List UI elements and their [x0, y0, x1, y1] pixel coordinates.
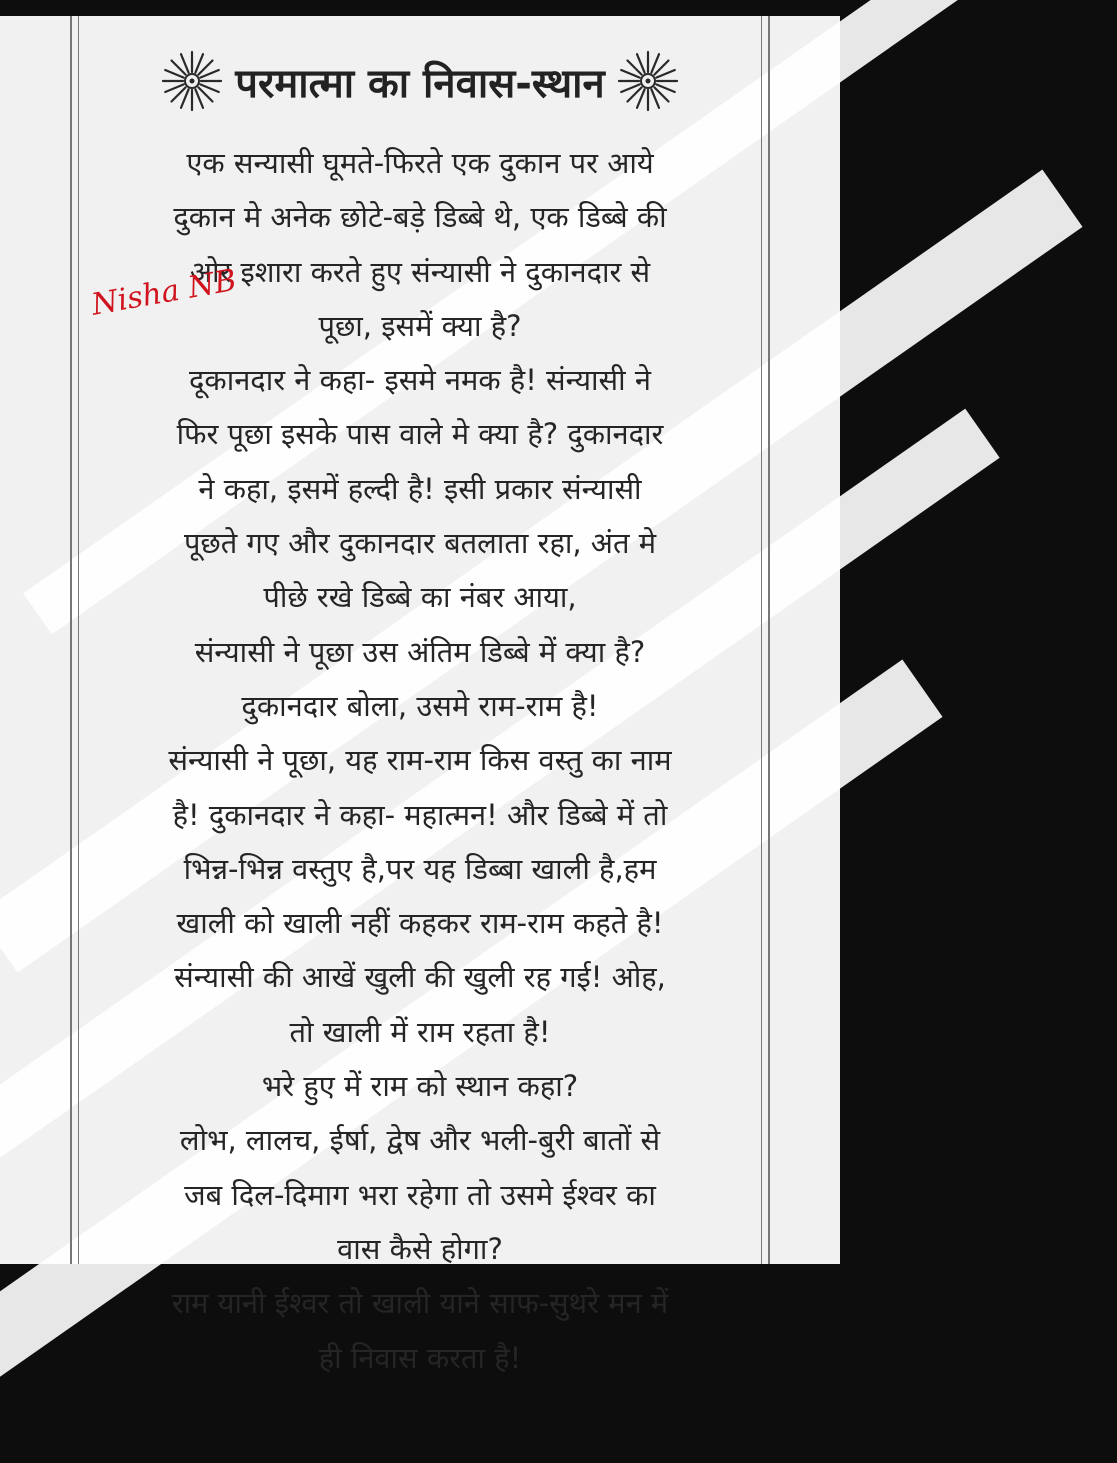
sunburst-icon — [617, 50, 679, 112]
story-line: दूकानदार ने कहा- इसमे नमक है! संन्यासी ने — [189, 363, 651, 398]
story-line: दुकान मे अनेक छोटे-बड़े डिब्बे थे, एक डिब्बे की — [173, 200, 667, 235]
story-line: जब दिल-दिमाग भरा रहेगा तो उसमे ईश्वर का — [184, 1177, 656, 1212]
story-line: फिर पूछा इसके पास वाले मे क्या है? दुकानदार — [176, 417, 664, 452]
story-line: दुकानदार बोला, उसमे राम-राम है! — [241, 688, 599, 723]
title-row — [80, 46, 760, 116]
sunburst-icon — [161, 50, 223, 112]
story-line: राम यानी ईश्वर तो खाली याने साफ-सुथरे मन में — [171, 1286, 669, 1321]
story-body — [100, 136, 740, 1385]
story-line: खाली को खाली नहीं कहकर राम-राम कहते है! — [176, 906, 664, 941]
story-line: पीछे रखे डिब्बे का नंबर आया, — [263, 580, 577, 615]
story-line: पूछते गए और दुकानदार बतलाता रहा, अंत मे — [183, 526, 657, 561]
story-line: वास कैसे होगा? — [337, 1231, 503, 1266]
story-line: है! दुकानदार ने कहा- महात्मन! और डिब्बे में तो — [172, 797, 668, 832]
story-line: संन्यासी की आखें खुली की खुली रह गई! ओह, — [174, 960, 666, 995]
page-title: परमात्मा का निवास-स्थान — [235, 60, 605, 107]
story-line: ने कहा, इसमें हल्दी है! इसी प्रकार संन्यासी — [198, 471, 642, 506]
story-line: पूछा, इसमें क्या है? — [318, 308, 522, 343]
story-line: तो खाली में राम रहता है! — [289, 1014, 551, 1049]
story-line: संन्यासी ने पूछा, यह राम-राम किस वस्तु का नाम — [168, 743, 672, 778]
story-line: लोभ, लालच, ईर्षा, द्वेष और भली-बुरी बातों से — [179, 1123, 661, 1158]
story-line: भरे हुए में राम को स्थान कहा? — [261, 1069, 579, 1104]
story-line: एक सन्यासी घूमते-फिरते एक दुकान पर आये — [186, 146, 654, 180]
story-line: भिन्न-भिन्न वस्तुए है,पर यह डिब्बा खाली है,हम — [183, 851, 657, 886]
story-card — [0, 16, 840, 1375]
story-line: संन्यासी ने पूछा उस अंतिम डिब्बे में क्या है? — [194, 634, 646, 669]
story-line: ओर इशारा करते हुए संन्यासी ने दुकानदार से — [189, 254, 651, 289]
signature: Nisha NB — [88, 262, 240, 323]
story-line: ही निवास करता है! — [318, 1340, 522, 1375]
